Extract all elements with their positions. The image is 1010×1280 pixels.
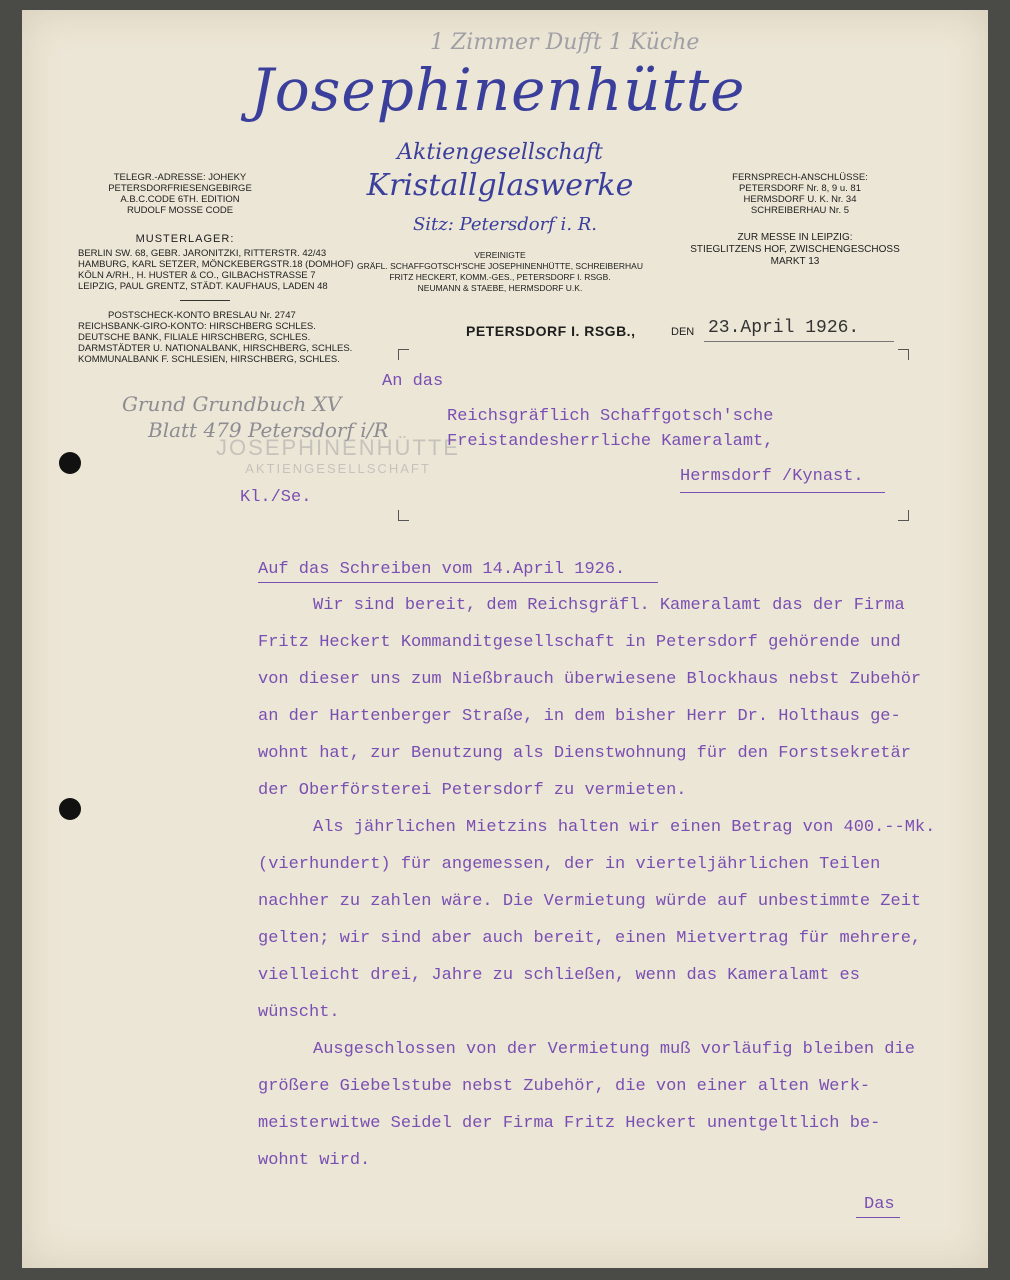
body-line: gelten; wir sind aber auch bereit, einen Mietvertrag für mehrere, (258, 929, 922, 948)
address-an: An das (382, 372, 444, 391)
catchword: Das (864, 1195, 895, 1214)
reference-initials: Kl./Se. (240, 488, 312, 507)
company-seat: Sitz: Petersdorf i. R. (412, 214, 598, 235)
stamp-line: AKTIENGESELLSCHAFT (245, 461, 431, 476)
musterlager-line: BERLIN SW. 68, GEBR. JARONITZKI, RITTERSTR. 42/43 (78, 248, 327, 259)
vereinigte-line: FRITZ HECKERT, KOMM.-GES., PETERSDORF I. RSGB. (389, 272, 611, 282)
pencil-note-left-1: Grund Grundbuch XV (122, 392, 342, 416)
body-line: wohnt wird. (258, 1151, 371, 1170)
body-line: wünscht. (258, 1003, 340, 1022)
address-line-2: Freistandesherrliche Kameralamt, (447, 432, 774, 451)
company-subtitle-2: Kristallglaswerke (366, 168, 634, 203)
body-line: Als jährlichen Mietzins halten wir einen Betrag von 400.--Mk. (313, 818, 936, 837)
faint-stamp (208, 435, 468, 476)
musterlager-line: HAMBURG, KARL SETZER, MÖNCKEBERGSTR.18 (DOMHOF) (78, 259, 354, 270)
musterlager-list (78, 248, 354, 292)
date-underline (704, 341, 894, 342)
date-label: DEN (671, 326, 695, 338)
vereinigte-line: NEUMANN & STAEBE, HERMSDORF U.K. (417, 283, 583, 293)
bank-line: REICHSBANK-GIRO-KONTO: HIRSCHBERG SCHLES. (78, 321, 316, 332)
window-corner-mark (398, 349, 409, 360)
catchword-underline (856, 1217, 900, 1218)
subject-line: Auf das Schreiben vom 14.April 1926. (258, 560, 626, 579)
telegram-line: TELEGR.-ADRESSE: JOHEKY (113, 172, 247, 183)
body-line: wohnt hat, zur Benutzung als Dienstwohnung für den Forstsekretär (258, 744, 911, 763)
bank-line: DARMSTÄDTER U. NATIONALBANK, HIRSCHBERG, SCHLES. (78, 343, 353, 354)
city-underline (680, 492, 885, 493)
body-line: an der Hartenberger Straße, in dem bisher Herr Dr. Holthaus ge- (258, 707, 901, 726)
body-line: Ausgeschlossen von der Vermietung muß vorläufig bleiben die (313, 1040, 915, 1059)
company-name: Josephinenhütte (250, 56, 746, 124)
bank-line: POSTSCHECK-KONTO BRESLAU Nr. 2747 (108, 310, 296, 321)
body-line: Wir sind bereit, dem Reichsgräfl. Kameralamt das der Firma (313, 596, 905, 615)
window-corner-mark (898, 349, 909, 360)
vereinigte-block (350, 250, 650, 294)
musterlager-line: KÖLN A/RH., H. HUSTER & CO., GILBACHSTRASSE 7 (78, 270, 316, 281)
address-line-1: Reichsgräflich Schaffgotsch'sche (447, 407, 774, 426)
letter-date: 23.April 1926. (708, 318, 860, 338)
musterlager-title: MUSTERLAGER: (135, 233, 235, 245)
window-corner-mark (398, 510, 409, 521)
messe-line: STIEGLITZENS HOF, ZWISCHENGESCHOSS (690, 244, 900, 255)
body-line: nachher zu zahlen wäre. Die Vermietung würde auf unbestimmte Zeit (258, 892, 922, 911)
pencil-note-top: 1 Zimmer Dufft 1 Küche (430, 30, 700, 55)
telegram-line: PETERSDORFRIESENGEBIRGE (108, 183, 252, 194)
bank-block (78, 310, 353, 365)
subject-underline (258, 582, 658, 583)
body-line: (vierhundert) für angemessen, der in vierteljährlichen Teilen (258, 855, 881, 874)
vereinigte-line: VEREINIGTE (474, 250, 526, 260)
place-of-writing: PETERSDORF I. RSGB., (466, 323, 636, 339)
punch-hole (59, 452, 81, 474)
telephone-line: PETERSDORF Nr. 8, 9 u. 81 (739, 183, 861, 194)
bank-line: KOMMUNALBANK F. SCHLESIEN, HIRSCHBERG, SCHLES. (78, 354, 340, 365)
telephone-line: FERNSPRECH-ANSCHLÜSSE: (732, 172, 868, 183)
body-line: von dieser uns zum Nießbrauch überwiesene Blockhaus nebst Zubehör (258, 670, 922, 689)
pencil-note-left-2: Blatt 479 Petersdorf i/R (148, 418, 389, 442)
company-subtitle-1: Aktiengesellschaft (397, 140, 603, 165)
body-line: größere Giebelstube nebst Zubehör, die von einer alten Werk- (258, 1077, 871, 1096)
telegram-line: RUDOLF MOSSE CODE (126, 205, 234, 216)
telegram-address-block (80, 172, 280, 216)
bank-line: DEUTSCHE BANK, FILIALE HIRSCHBERG, SCHLES. (78, 332, 311, 343)
body-line: Fritz Heckert Kommanditgesellschaft in Petersdorf gehörende und (258, 633, 901, 652)
telephone-block (690, 172, 910, 216)
divider (180, 300, 230, 301)
telegram-line: A.B.C.CODE 6TH. EDITION (120, 194, 240, 205)
messe-line: MARKT 13 (770, 256, 820, 267)
body-line: der Oberförsterei Petersdorf zu vermieten. (258, 781, 687, 800)
stamp-line: JOSEPHINENHÜTTE (216, 435, 460, 460)
vereinigte-line: GRÄFL. SCHAFFGOTSCH'SCHE JOSEPHINENHÜTTE, SCHREIBERHAU (357, 261, 643, 271)
messe-line: ZUR MESSE IN LEIPZIG: (737, 232, 853, 243)
messe-block (660, 232, 930, 268)
musterlager-line: LEIPZIG, PAUL GRENTZ, STÄDT. KAUFHAUS, LADEN 48 (78, 281, 328, 292)
body-line: vielleicht drei, Jahre zu schließen, wenn das Kameralamt es (258, 966, 860, 985)
telephone-line: SCHREIBERHAU Nr. 5 (750, 205, 850, 216)
body-line: meisterwitwe Seidel der Firma Fritz Heckert unentgeltlich be- (258, 1114, 881, 1133)
address-city: Hermsdorf /Kynast. (680, 467, 864, 486)
telephone-line: HERMSDORF U. K. Nr. 34 (743, 194, 857, 205)
window-corner-mark (898, 510, 909, 521)
punch-hole (59, 798, 81, 820)
